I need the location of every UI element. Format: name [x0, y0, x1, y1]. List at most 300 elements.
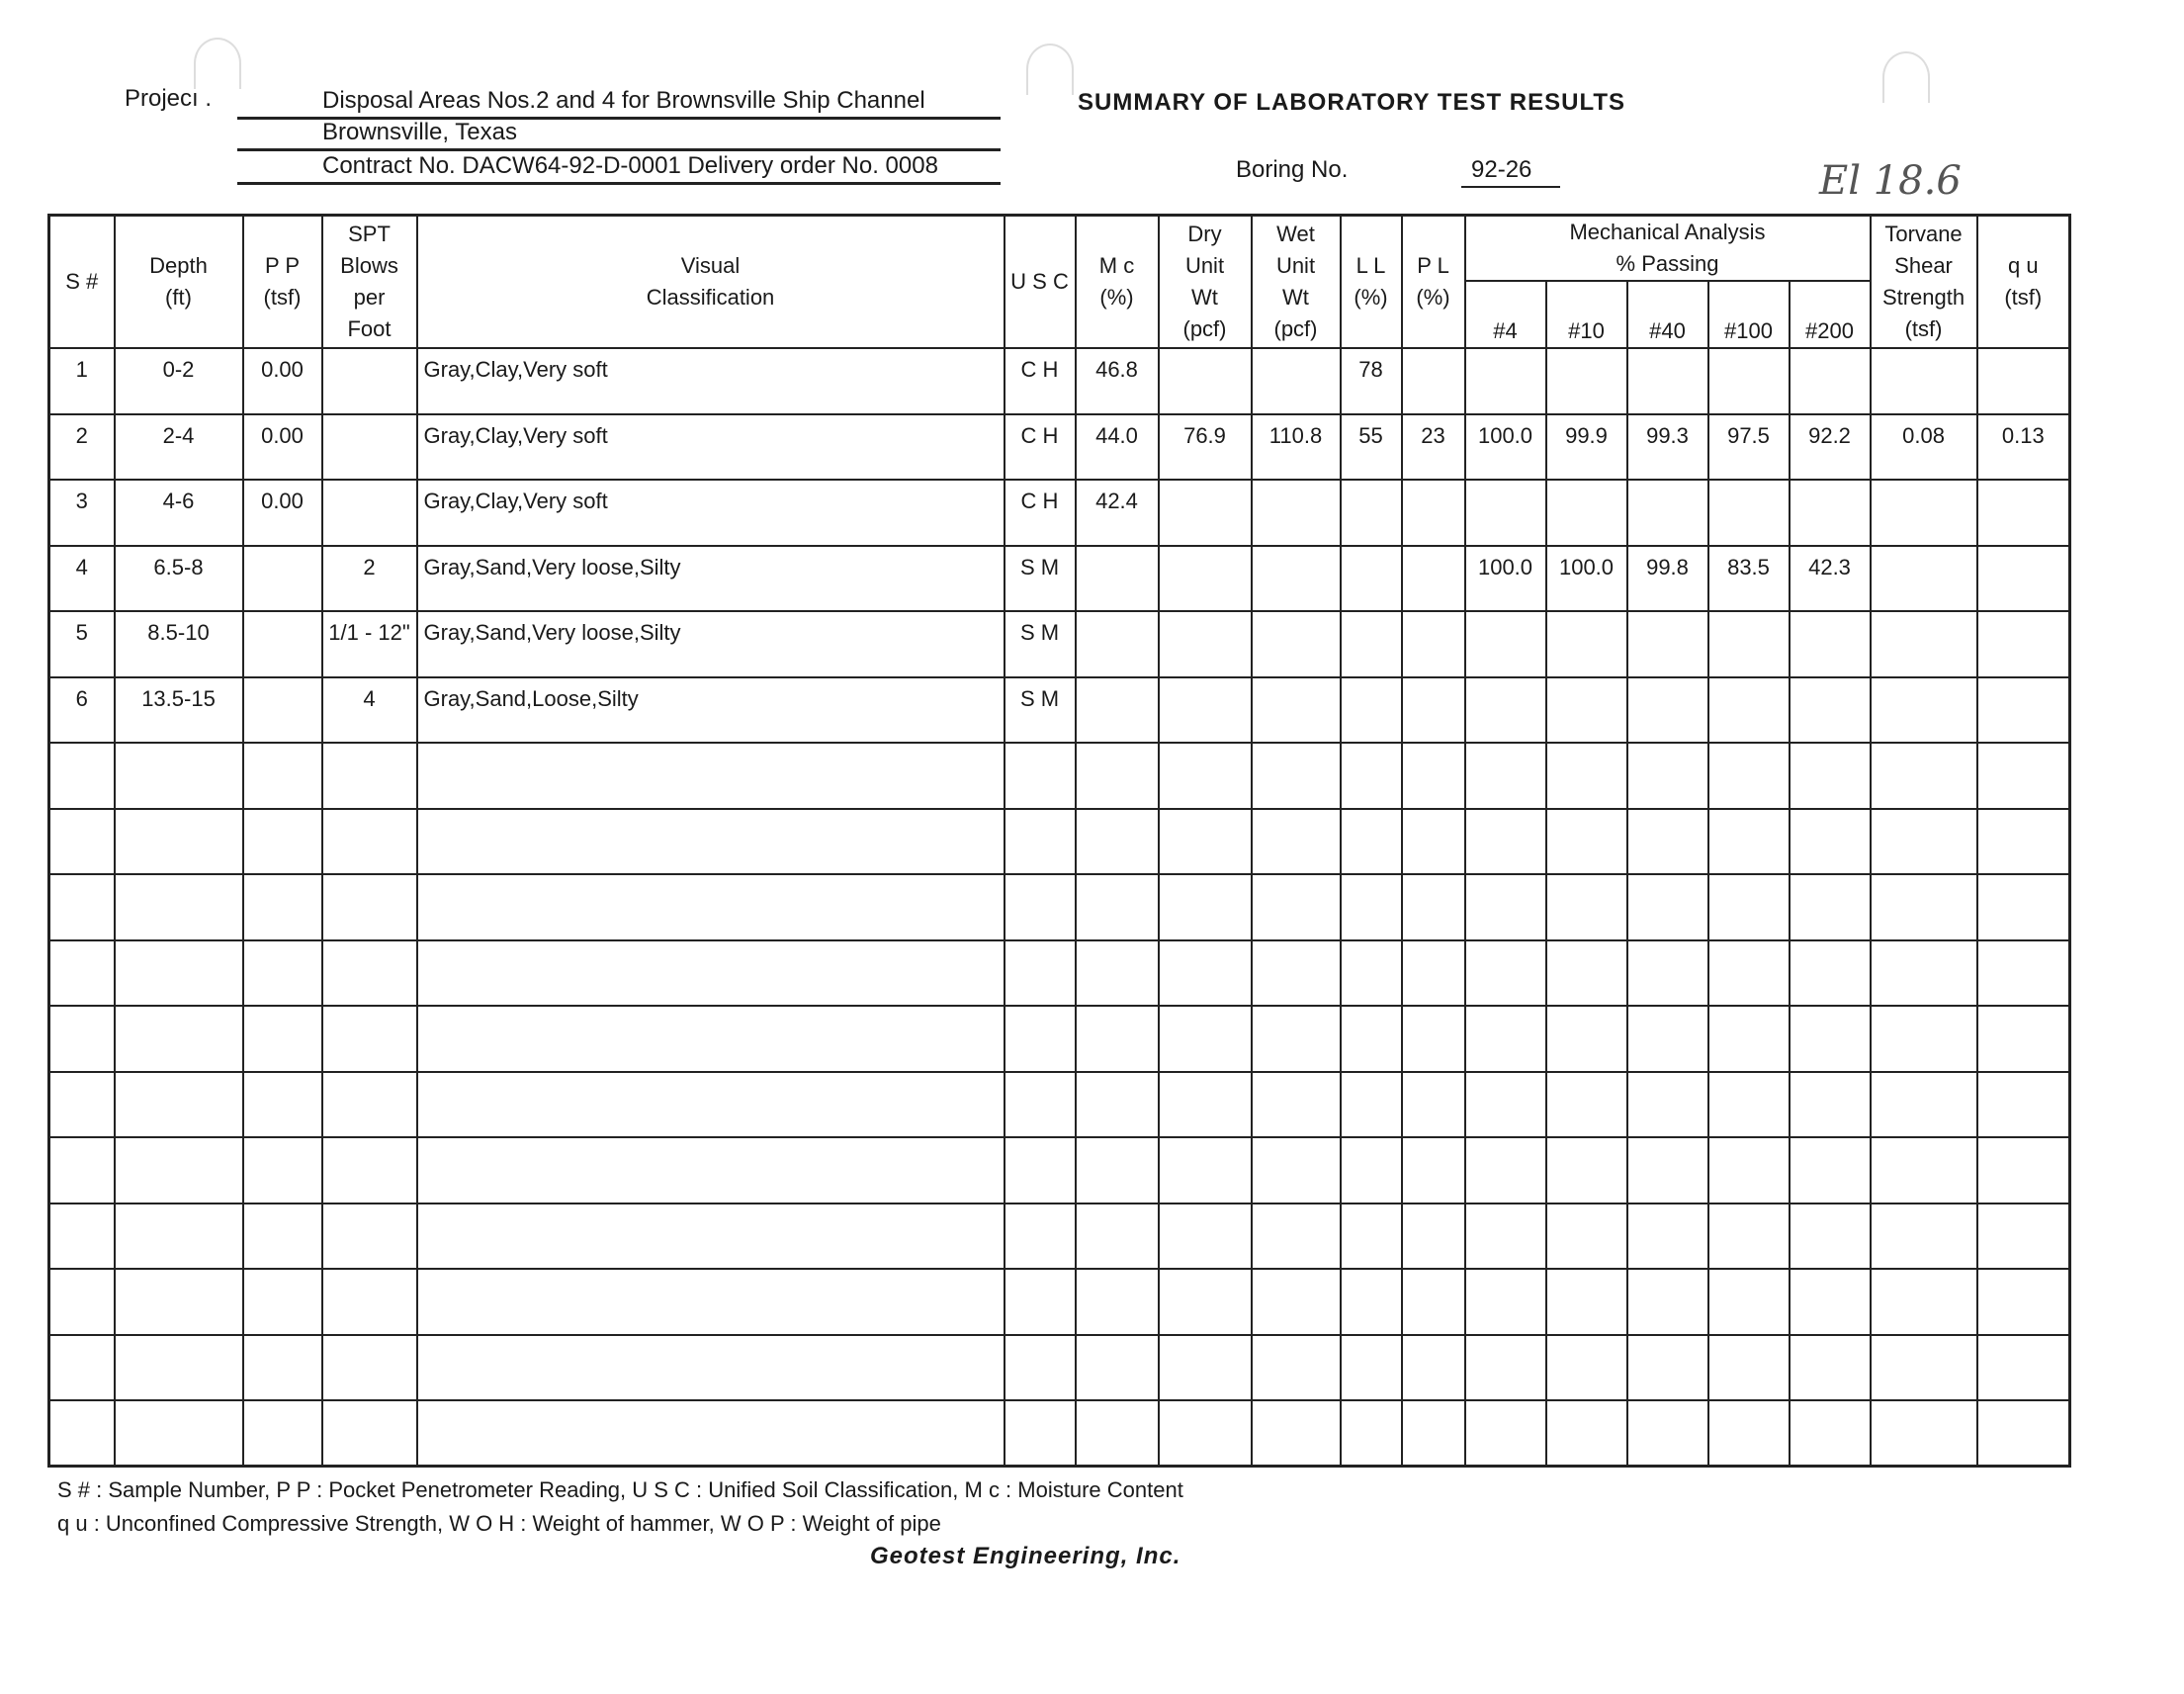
- cell-spt: [322, 348, 417, 414]
- cell-qu: [1977, 1400, 2070, 1467]
- cell-depth: 6.5-8: [115, 546, 243, 612]
- cell-s4: [1465, 480, 1546, 546]
- cell-torvane: [1871, 611, 1977, 677]
- table-row: [49, 414, 2070, 481]
- cell-s200: [1790, 1400, 1871, 1467]
- contract-number: Contract No. DACW64-92-D-0001 Delivery order No. 0008: [322, 152, 938, 179]
- cell-spt: [322, 874, 417, 940]
- cell-s200: 92.2: [1790, 414, 1871, 481]
- cell-qu: [1977, 1072, 2070, 1138]
- cell-pl: [1402, 743, 1465, 809]
- cell-torvane: [1871, 480, 1977, 546]
- table-row: [49, 809, 2070, 875]
- cell-wet: [1252, 743, 1341, 809]
- cell-torvane: [1871, 1072, 1977, 1138]
- cell-visual: Gray,Clay,Very soft: [417, 480, 1005, 546]
- cell-s4: [1465, 611, 1546, 677]
- col-sample-number: S #: [49, 216, 115, 349]
- cell-ll: [1341, 940, 1402, 1007]
- table-row: [49, 743, 2070, 809]
- cell-torvane: [1871, 348, 1977, 414]
- boring-label: Boring No.: [1236, 156, 1349, 183]
- cell-visual: [417, 1335, 1005, 1401]
- col-sieve-100: #100: [1708, 281, 1790, 348]
- cell-mc: [1076, 546, 1159, 612]
- cell-qu: [1977, 940, 2070, 1007]
- cell-torvane: [1871, 1269, 1977, 1335]
- cell-ll: 78: [1341, 348, 1402, 414]
- cell-usc: [1005, 809, 1076, 875]
- cell-pp: [243, 940, 322, 1007]
- cell-depth: 2-4: [115, 414, 243, 481]
- cell-s10: 100.0: [1546, 546, 1627, 612]
- cell-ll: 55: [1341, 414, 1402, 481]
- cell-ll: [1341, 874, 1402, 940]
- cell-s40: [1627, 1072, 1708, 1138]
- cell-dry: [1159, 940, 1252, 1007]
- cell-wet: [1252, 1204, 1341, 1270]
- cell-mc: [1076, 1006, 1159, 1072]
- cell-depth: [115, 1204, 243, 1270]
- cell-spt: [322, 1006, 417, 1072]
- cell-s: 2: [49, 414, 115, 481]
- cell-pp: [243, 1006, 322, 1072]
- cell-s: [49, 1072, 115, 1138]
- cell-s10: [1546, 874, 1627, 940]
- cell-s200: [1790, 1072, 1871, 1138]
- table-row: [49, 677, 2070, 744]
- col-usc: U S C: [1005, 216, 1076, 349]
- cell-spt: [322, 940, 417, 1007]
- cell-visual: Gray,Sand,Very loose,Silty: [417, 611, 1005, 677]
- cell-s100: [1708, 874, 1790, 940]
- cell-wet: [1252, 1137, 1341, 1204]
- cell-torvane: [1871, 1204, 1977, 1270]
- cell-mc: 42.4: [1076, 480, 1159, 546]
- cell-torvane: 0.08: [1871, 414, 1977, 481]
- col-wet-unit-wt: Wet Unit Wt (pcf): [1252, 216, 1341, 349]
- cell-s10: [1546, 743, 1627, 809]
- cell-usc: C H: [1005, 480, 1076, 546]
- cell-dry: [1159, 348, 1252, 414]
- cell-s40: [1627, 1335, 1708, 1401]
- cell-qu: [1977, 348, 2070, 414]
- cell-usc: [1005, 1204, 1076, 1270]
- cell-dry: [1159, 1006, 1252, 1072]
- cell-torvane: [1871, 874, 1977, 940]
- cell-spt: [322, 1137, 417, 1204]
- cell-s: 3: [49, 480, 115, 546]
- cell-qu: [1977, 1335, 2070, 1401]
- cell-usc: C H: [1005, 414, 1076, 481]
- cell-dry: [1159, 1269, 1252, 1335]
- cell-s100: [1708, 1006, 1790, 1072]
- cell-s10: [1546, 611, 1627, 677]
- cell-mc: [1076, 743, 1159, 809]
- cell-spt: [322, 1400, 417, 1467]
- cell-s200: [1790, 743, 1871, 809]
- cell-s10: [1546, 1269, 1627, 1335]
- cell-mc: [1076, 809, 1159, 875]
- cell-s40: [1627, 940, 1708, 1007]
- cell-s40: [1627, 348, 1708, 414]
- cell-depth: [115, 1137, 243, 1204]
- cell-s10: [1546, 809, 1627, 875]
- cell-usc: S M: [1005, 677, 1076, 744]
- cell-s: 5: [49, 611, 115, 677]
- table-row: [49, 480, 2070, 546]
- cell-pl: [1402, 348, 1465, 414]
- table-row: [49, 348, 2070, 414]
- cell-wet: [1252, 348, 1341, 414]
- cell-qu: [1977, 743, 2070, 809]
- cell-s40: [1627, 1400, 1708, 1467]
- cell-qu: [1977, 809, 2070, 875]
- cell-visual: Gray,Sand,Very loose,Silty: [417, 546, 1005, 612]
- cell-s100: [1708, 677, 1790, 744]
- col-sieve-10: #10: [1546, 281, 1627, 348]
- cell-s: [49, 1269, 115, 1335]
- cell-s10: [1546, 940, 1627, 1007]
- cell-pl: [1402, 1006, 1465, 1072]
- cell-pl: [1402, 1400, 1465, 1467]
- cell-dry: [1159, 1204, 1252, 1270]
- col-pl: P L (%): [1402, 216, 1465, 349]
- cell-depth: 8.5-10: [115, 611, 243, 677]
- cell-s10: [1546, 1400, 1627, 1467]
- cell-s200: [1790, 1335, 1871, 1401]
- cell-visual: [417, 809, 1005, 875]
- cell-s100: [1708, 1400, 1790, 1467]
- cell-pl: [1402, 1269, 1465, 1335]
- cell-ll: [1341, 1072, 1402, 1138]
- cell-s4: 100.0: [1465, 546, 1546, 612]
- cell-qu: [1977, 677, 2070, 744]
- cell-dry: [1159, 874, 1252, 940]
- cell-dry: [1159, 1400, 1252, 1467]
- cell-pl: [1402, 874, 1465, 940]
- cell-pl: [1402, 611, 1465, 677]
- cell-torvane: [1871, 1006, 1977, 1072]
- cell-pp: 0.00: [243, 480, 322, 546]
- cell-mc: [1076, 1400, 1159, 1467]
- cell-visual: [417, 1204, 1005, 1270]
- cell-pp: [243, 874, 322, 940]
- cell-visual: [417, 743, 1005, 809]
- cell-s100: [1708, 1072, 1790, 1138]
- cell-torvane: [1871, 1137, 1977, 1204]
- cell-usc: [1005, 1400, 1076, 1467]
- cell-spt: 4: [322, 677, 417, 744]
- cell-s: 6: [49, 677, 115, 744]
- table-row: [49, 1072, 2070, 1138]
- cell-s4: [1465, 940, 1546, 1007]
- cell-s10: [1546, 1204, 1627, 1270]
- cell-usc: [1005, 1072, 1076, 1138]
- cell-s10: [1546, 1335, 1627, 1401]
- col-dry-unit-wt: Dry Unit Wt (pcf): [1159, 216, 1252, 349]
- cell-usc: S M: [1005, 611, 1076, 677]
- cell-torvane: [1871, 546, 1977, 612]
- cell-ll: [1341, 809, 1402, 875]
- cell-mc: [1076, 1072, 1159, 1138]
- cell-mc: 46.8: [1076, 348, 1159, 414]
- cell-pp: [243, 611, 322, 677]
- cell-pp: [243, 1400, 322, 1467]
- cell-usc: [1005, 1335, 1076, 1401]
- cell-visual: [417, 1137, 1005, 1204]
- cell-depth: [115, 743, 243, 809]
- cell-s100: [1708, 1269, 1790, 1335]
- cell-dry: [1159, 1072, 1252, 1138]
- cell-pl: [1402, 1335, 1465, 1401]
- cell-s200: [1790, 1137, 1871, 1204]
- cell-visual: Gray,Sand,Loose,Silty: [417, 677, 1005, 744]
- cell-pl: [1402, 546, 1465, 612]
- cell-s200: [1790, 480, 1871, 546]
- cell-dry: [1159, 1335, 1252, 1401]
- boring-number: 92-26: [1471, 156, 1532, 183]
- cell-mc: [1076, 1335, 1159, 1401]
- cell-s40: [1627, 1269, 1708, 1335]
- cell-usc: [1005, 874, 1076, 940]
- cell-dry: [1159, 546, 1252, 612]
- cell-usc: S M: [1005, 546, 1076, 612]
- cell-pl: [1402, 480, 1465, 546]
- cell-ll: [1341, 611, 1402, 677]
- col-qu: q u (tsf): [1977, 216, 2070, 349]
- col-mechanical-analysis: Mechanical Analysis % Passing: [1465, 216, 1871, 282]
- cell-mc: [1076, 1269, 1159, 1335]
- cell-wet: [1252, 546, 1341, 612]
- table-row: [49, 1137, 2070, 1204]
- cell-wet: 110.8: [1252, 414, 1341, 481]
- cell-wet: [1252, 809, 1341, 875]
- cell-pp: [243, 1204, 322, 1270]
- cell-s: 4: [49, 546, 115, 612]
- cell-s10: [1546, 677, 1627, 744]
- cell-torvane: [1871, 809, 1977, 875]
- col-ll: L L (%): [1341, 216, 1402, 349]
- cell-dry: 76.9: [1159, 414, 1252, 481]
- cell-s: [49, 1006, 115, 1072]
- cell-pp: [243, 743, 322, 809]
- cell-pp: [243, 677, 322, 744]
- cell-torvane: [1871, 1335, 1977, 1401]
- cell-s4: [1465, 1204, 1546, 1270]
- col-mc: M c (%): [1076, 216, 1159, 349]
- cell-dry: [1159, 743, 1252, 809]
- cell-depth: [115, 940, 243, 1007]
- cell-s100: [1708, 809, 1790, 875]
- table-row: [49, 1400, 2070, 1467]
- cell-s: [49, 1204, 115, 1270]
- cell-ll: [1341, 743, 1402, 809]
- cell-s100: [1708, 1335, 1790, 1401]
- col-torvane: Torvane Shear Strength (tsf): [1871, 216, 1977, 349]
- cell-ll: [1341, 1400, 1402, 1467]
- cell-pp: [243, 1072, 322, 1138]
- cell-pl: [1402, 1072, 1465, 1138]
- project-name: Disposal Areas Nos.2 and 4 for Brownsville Ship Channel: [322, 87, 925, 114]
- cell-mc: [1076, 874, 1159, 940]
- cell-s100: [1708, 743, 1790, 809]
- table-row: [49, 546, 2070, 612]
- col-sieve-4: #4: [1465, 281, 1546, 348]
- cell-spt: [322, 414, 417, 481]
- cell-qu: [1977, 480, 2070, 546]
- cell-visual: Gray,Clay,Very soft: [417, 414, 1005, 481]
- cell-mc: [1076, 611, 1159, 677]
- cell-s200: [1790, 1269, 1871, 1335]
- lab-results-table: [47, 214, 2071, 1468]
- cell-mc: [1076, 677, 1159, 744]
- cell-spt: [322, 1269, 417, 1335]
- cell-s: [49, 1335, 115, 1401]
- cell-qu: [1977, 1006, 2070, 1072]
- cell-s100: 97.5: [1708, 414, 1790, 481]
- cell-pp: [243, 1137, 322, 1204]
- cell-ll: [1341, 546, 1402, 612]
- cell-pp: 0.00: [243, 414, 322, 481]
- cell-s40: [1627, 1137, 1708, 1204]
- cell-s: [49, 940, 115, 1007]
- cell-s200: [1790, 1204, 1871, 1270]
- cell-s100: [1708, 1137, 1790, 1204]
- cell-s40: [1627, 809, 1708, 875]
- cell-s10: [1546, 348, 1627, 414]
- cell-s4: [1465, 809, 1546, 875]
- cell-pl: [1402, 1137, 1465, 1204]
- boring-underline: [1461, 186, 1560, 188]
- cell-pp: [243, 1335, 322, 1401]
- cell-torvane: [1871, 677, 1977, 744]
- cell-torvane: [1871, 940, 1977, 1007]
- cell-visual: Gray,Clay,Very soft: [417, 348, 1005, 414]
- cell-usc: [1005, 1006, 1076, 1072]
- legend-line-1: S # : Sample Number, P P : Pocket Penetrometer Reading, U S C : Unified Soil Classification, M c : Moisture Content: [57, 1477, 1183, 1502]
- cell-s100: 83.5: [1708, 546, 1790, 612]
- cell-s4: [1465, 1006, 1546, 1072]
- cell-pp: [243, 546, 322, 612]
- cell-s4: [1465, 743, 1546, 809]
- cell-s100: [1708, 1204, 1790, 1270]
- cell-s40: [1627, 874, 1708, 940]
- col-spt: SPT Blows per Foot: [322, 216, 417, 349]
- cell-s200: [1790, 1006, 1871, 1072]
- cell-mc: 44.0: [1076, 414, 1159, 481]
- col-pp: P P (tsf): [243, 216, 322, 349]
- cell-visual: [417, 1400, 1005, 1467]
- cell-usc: [1005, 1137, 1076, 1204]
- cell-spt: [322, 1204, 417, 1270]
- cell-qu: 0.13: [1977, 414, 2070, 481]
- cell-s: [49, 809, 115, 875]
- cell-s40: 99.3: [1627, 414, 1708, 481]
- cell-s200: [1790, 611, 1871, 677]
- cell-pl: [1402, 809, 1465, 875]
- project-underline-3: [237, 182, 1001, 185]
- cell-usc: C H: [1005, 348, 1076, 414]
- cell-qu: [1977, 874, 2070, 940]
- cell-wet: [1252, 1006, 1341, 1072]
- table-row: [49, 1006, 2070, 1072]
- cell-s40: [1627, 611, 1708, 677]
- cell-s4: 100.0: [1465, 414, 1546, 481]
- cell-s: [49, 874, 115, 940]
- punch-hole-right: [1882, 51, 1930, 103]
- table-row: [49, 874, 2070, 940]
- cell-ll: [1341, 1335, 1402, 1401]
- table-row: [49, 1335, 2070, 1401]
- cell-s40: [1627, 1006, 1708, 1072]
- cell-visual: [417, 1006, 1005, 1072]
- cell-spt: 2: [322, 546, 417, 612]
- cell-s: [49, 1400, 115, 1467]
- cell-wet: [1252, 1335, 1341, 1401]
- cell-s4: [1465, 1335, 1546, 1401]
- table-body: [49, 348, 2070, 1467]
- cell-s4: [1465, 874, 1546, 940]
- cell-depth: [115, 1269, 243, 1335]
- cell-pp: 0.00: [243, 348, 322, 414]
- cell-wet: [1252, 611, 1341, 677]
- cell-s100: [1708, 611, 1790, 677]
- cell-dry: [1159, 1137, 1252, 1204]
- cell-ll: [1341, 1137, 1402, 1204]
- cell-s4: [1465, 1269, 1546, 1335]
- cell-qu: [1977, 1269, 2070, 1335]
- cell-pl: 23: [1402, 414, 1465, 481]
- cell-depth: 4-6: [115, 480, 243, 546]
- cell-s200: [1790, 348, 1871, 414]
- cell-s40: [1627, 677, 1708, 744]
- col-depth: Depth (ft): [115, 216, 243, 349]
- cell-visual: [417, 874, 1005, 940]
- cell-depth: 0-2: [115, 348, 243, 414]
- cell-s: [49, 1137, 115, 1204]
- col-sieve-200: #200: [1790, 281, 1871, 348]
- cell-wet: [1252, 1072, 1341, 1138]
- cell-wet: [1252, 1269, 1341, 1335]
- handwritten-elevation: El 18.6: [1819, 158, 1962, 204]
- cell-mc: [1076, 1137, 1159, 1204]
- cell-mc: [1076, 1204, 1159, 1270]
- cell-depth: [115, 874, 243, 940]
- cell-wet: [1252, 1400, 1341, 1467]
- cell-usc: [1005, 940, 1076, 1007]
- col-sieve-40: #40: [1627, 281, 1708, 348]
- cell-s4: [1465, 1400, 1546, 1467]
- project-underline-2: [237, 148, 1001, 151]
- cell-s100: [1708, 480, 1790, 546]
- cell-s40: [1627, 480, 1708, 546]
- cell-s4: [1465, 1072, 1546, 1138]
- cell-visual: [417, 1269, 1005, 1335]
- cell-depth: 13.5-15: [115, 677, 243, 744]
- cell-s40: [1627, 1204, 1708, 1270]
- cell-s200: [1790, 940, 1871, 1007]
- cell-depth: [115, 1006, 243, 1072]
- cell-s40: 99.8: [1627, 546, 1708, 612]
- cell-s200: [1790, 874, 1871, 940]
- punch-hole-center: [1026, 44, 1074, 95]
- cell-mc: [1076, 940, 1159, 1007]
- cell-usc: [1005, 1269, 1076, 1335]
- legend-line-2: q u : Unconfined Compressive Strength, W O H : Weight of hammer, W O P : Weight of pipe: [57, 1511, 941, 1536]
- cell-pl: [1402, 677, 1465, 744]
- cell-s40: [1627, 743, 1708, 809]
